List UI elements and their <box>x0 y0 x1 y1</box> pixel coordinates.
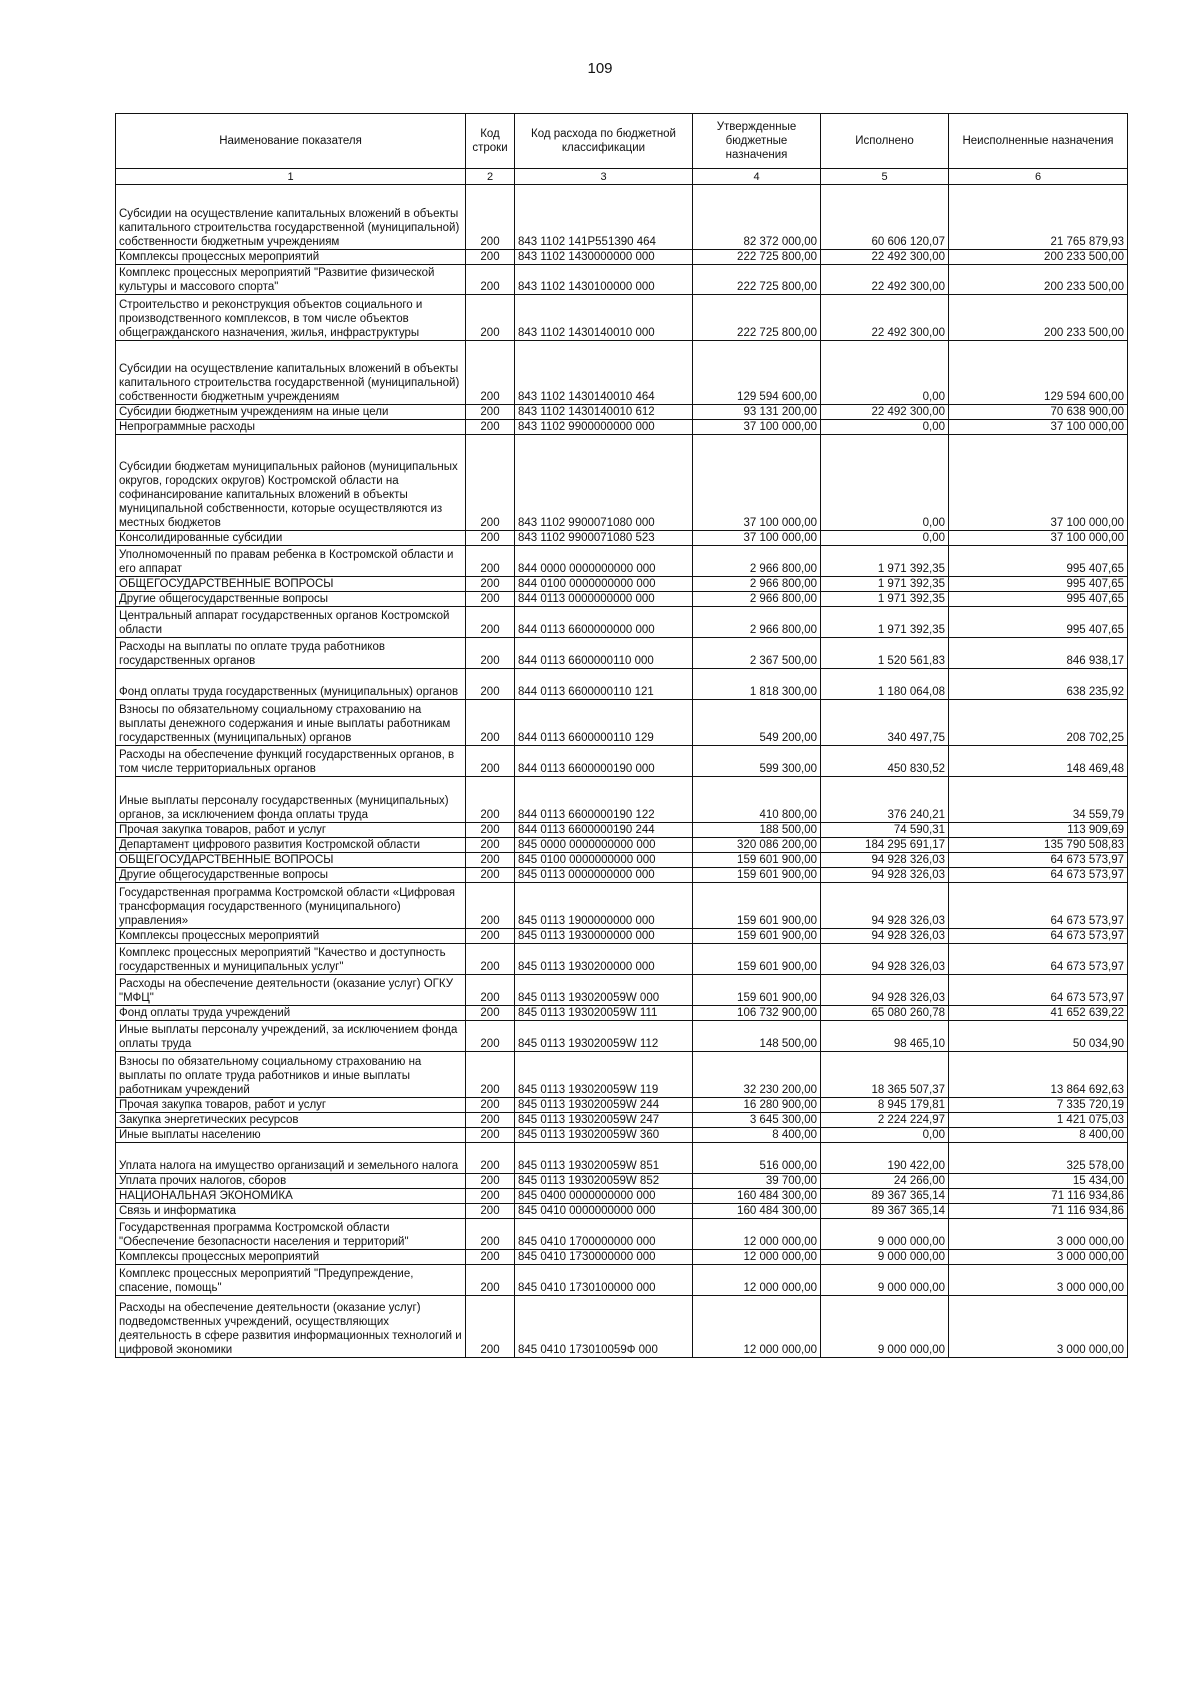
row-executed: 8 945 179,81 <box>821 1098 949 1113</box>
row-name: Субсидии бюджетам муниципальных районов (муниципальных округов, городских округов) Костромской области на софинансирование капитальных вложений в объекты муниципальной собственности, которые осуществляются из местных бюджетов <box>116 435 466 531</box>
table-row <box>116 546 1128 577</box>
row-approved: 12 000 000,00 <box>693 1219 821 1250</box>
row-name: Непрограммные расходы <box>116 420 466 435</box>
row-unexecuted: 1 421 075,03 <box>949 1113 1128 1128</box>
row-executed: 94 928 326,03 <box>821 929 949 944</box>
table-row <box>116 1021 1128 1052</box>
row-approved: 2 966 800,00 <box>693 607 821 638</box>
row-approved: 549 200,00 <box>693 700 821 746</box>
row-unexecuted: 34 559,79 <box>949 777 1128 823</box>
row-name: Консолидированные субсидии <box>116 531 466 546</box>
row-approved: 12 000 000,00 <box>693 1296 821 1358</box>
row-executed: 0,00 <box>821 531 949 546</box>
row-unexecuted: 638 235,92 <box>949 669 1128 700</box>
row-expense-code: 843 1102 9900000000 000 <box>515 420 693 435</box>
row-executed: 22 492 300,00 <box>821 405 949 420</box>
row-line-code: 200 <box>466 669 515 700</box>
row-expense-code: 844 0113 0000000000 000 <box>515 592 693 607</box>
row-unexecuted: 995 407,65 <box>949 592 1128 607</box>
row-expense-code: 845 0100 0000000000 000 <box>515 853 693 868</box>
row-executed: 9 000 000,00 <box>821 1265 949 1296</box>
row-line-code: 200 <box>466 700 515 746</box>
row-unexecuted: 8 400,00 <box>949 1128 1128 1143</box>
row-unexecuted: 7 335 720,19 <box>949 1098 1128 1113</box>
table-row <box>116 1204 1128 1219</box>
row-unexecuted: 37 100 000,00 <box>949 531 1128 546</box>
row-expense-code: 843 1102 1430140010 000 <box>515 295 693 341</box>
row-approved: 37 100 000,00 <box>693 420 821 435</box>
row-name: Комплексы процессных мероприятий <box>116 929 466 944</box>
row-expense-code: 844 0000 0000000000 000 <box>515 546 693 577</box>
row-line-code: 200 <box>466 1265 515 1296</box>
header-expense-code: Код расхода по бюджетной классификации <box>515 114 693 169</box>
row-unexecuted: 41 652 639,22 <box>949 1006 1128 1021</box>
row-approved: 8 400,00 <box>693 1128 821 1143</box>
row-executed: 94 928 326,03 <box>821 883 949 929</box>
header-unexecuted: Неисполненные назначения <box>949 114 1128 169</box>
row-approved: 2 966 800,00 <box>693 592 821 607</box>
table-row <box>116 295 1128 341</box>
table-row <box>116 700 1128 746</box>
row-line-code: 200 <box>466 546 515 577</box>
row-name: Строительство и реконструкция объектов социального и производственного комплексов, в том числе объектов общегражданского назначения, жилья, инфраструктуры <box>116 295 466 341</box>
row-expense-code: 845 0000 0000000000 000 <box>515 838 693 853</box>
table-row <box>116 1219 1128 1250</box>
table-row <box>116 265 1128 295</box>
row-name: Субсидии на осуществление капитальных вложений в объекты капитального строительства государственной (муниципальной) собственности бюджетным учреждениям <box>116 341 466 405</box>
row-unexecuted: 3 000 000,00 <box>949 1250 1128 1265</box>
table-row <box>116 1113 1128 1128</box>
row-expense-code: 844 0100 0000000000 000 <box>515 577 693 592</box>
row-line-code: 200 <box>466 341 515 405</box>
table-row <box>116 577 1128 592</box>
row-approved: 222 725 800,00 <box>693 295 821 341</box>
row-unexecuted: 64 673 573,97 <box>949 975 1128 1006</box>
row-unexecuted: 200 233 500,00 <box>949 295 1128 341</box>
row-line-code: 200 <box>466 1219 515 1250</box>
row-name: Взносы по обязательному социальному страхованию на выплаты по оплате труда работников и иные выплаты работникам учреждений <box>116 1052 466 1098</box>
row-line-code: 200 <box>466 265 515 295</box>
row-executed: 190 422,00 <box>821 1143 949 1174</box>
row-name: Комплекс процессных мероприятий "Предупреждение, спасение, помощь" <box>116 1265 466 1296</box>
row-name: Расходы на выплаты по оплате труда работников государственных органов <box>116 638 466 669</box>
row-unexecuted: 148 469,48 <box>949 746 1128 777</box>
row-unexecuted: 995 407,65 <box>949 607 1128 638</box>
row-executed: 65 080 260,78 <box>821 1006 949 1021</box>
row-executed: 60 606 120,07 <box>821 185 949 250</box>
row-unexecuted: 208 702,25 <box>949 700 1128 746</box>
table-header-row <box>116 114 1128 169</box>
table-row <box>116 531 1128 546</box>
row-name: Прочая закупка товаров, работ и услуг <box>116 1098 466 1113</box>
table-row <box>116 1265 1128 1296</box>
page-number: 109 <box>587 60 613 77</box>
row-approved: 32 230 200,00 <box>693 1052 821 1098</box>
row-executed: 18 365 507,37 <box>821 1052 949 1098</box>
row-name: НАЦИОНАЛЬНАЯ ЭКОНОМИКА <box>116 1189 466 1204</box>
row-name: Другие общегосударственные вопросы <box>116 868 466 883</box>
row-line-code: 200 <box>466 1128 515 1143</box>
row-name: Связь и информатика <box>116 1204 466 1219</box>
row-executed: 0,00 <box>821 420 949 435</box>
row-name: Центральный аппарат государственных органов Костромской области <box>116 607 466 638</box>
column-number: 2 <box>466 169 515 185</box>
table-body <box>116 185 1128 1358</box>
row-unexecuted: 995 407,65 <box>949 546 1128 577</box>
row-approved: 159 601 900,00 <box>693 868 821 883</box>
row-approved: 159 601 900,00 <box>693 853 821 868</box>
row-name: Прочая закупка товаров, работ и услуг <box>116 823 466 838</box>
row-executed: 22 492 300,00 <box>821 295 949 341</box>
row-approved: 37 100 000,00 <box>693 435 821 531</box>
column-number: 1 <box>116 169 466 185</box>
row-expense-code: 845 0410 173010059Ф 000 <box>515 1296 693 1358</box>
row-approved: 82 372 000,00 <box>693 185 821 250</box>
row-unexecuted: 64 673 573,97 <box>949 868 1128 883</box>
row-approved: 222 725 800,00 <box>693 265 821 295</box>
row-approved: 39 700,00 <box>693 1174 821 1189</box>
row-executed: 1 971 392,35 <box>821 607 949 638</box>
row-executed: 376 240,21 <box>821 777 949 823</box>
row-approved: 129 594 600,00 <box>693 341 821 405</box>
row-line-code: 200 <box>466 975 515 1006</box>
row-approved: 37 100 000,00 <box>693 531 821 546</box>
row-name: Субсидии на осуществление капитальных вложений в объекты капитального строительства государственной (муниципальной) собственности бюджетным учреждениям <box>116 185 466 250</box>
column-number: 5 <box>821 169 949 185</box>
row-line-code: 200 <box>466 250 515 265</box>
row-expense-code: 845 0410 1730100000 000 <box>515 1265 693 1296</box>
row-executed: 0,00 <box>821 435 949 531</box>
row-name: Комплексы процессных мероприятий <box>116 1250 466 1265</box>
row-expense-code: 845 0113 193020059W 852 <box>515 1174 693 1189</box>
row-line-code: 200 <box>466 185 515 250</box>
row-expense-code: 845 0113 193020059W 360 <box>515 1128 693 1143</box>
row-approved: 2 367 500,00 <box>693 638 821 669</box>
row-unexecuted: 13 864 692,63 <box>949 1052 1128 1098</box>
row-expense-code: 845 0113 193020059W 851 <box>515 1143 693 1174</box>
table-row <box>116 1296 1128 1358</box>
row-line-code: 200 <box>466 944 515 975</box>
row-name: Закупка энергетических ресурсов <box>116 1113 466 1128</box>
row-expense-code: 845 0113 193020059W 247 <box>515 1113 693 1128</box>
row-line-code: 200 <box>466 1143 515 1174</box>
row-expense-code: 843 1102 9900071080 523 <box>515 531 693 546</box>
row-approved: 159 601 900,00 <box>693 929 821 944</box>
row-name: Департамент цифрового развития Костромской области <box>116 838 466 853</box>
row-line-code: 200 <box>466 638 515 669</box>
row-name: Субсидии бюджетным учреждениям на иные цели <box>116 405 466 420</box>
row-line-code: 200 <box>466 823 515 838</box>
row-approved: 12 000 000,00 <box>693 1265 821 1296</box>
table-row <box>116 975 1128 1006</box>
row-executed: 9 000 000,00 <box>821 1219 949 1250</box>
row-unexecuted: 135 790 508,83 <box>949 838 1128 853</box>
row-line-code: 200 <box>466 1250 515 1265</box>
header-name: Наименование показателя <box>116 114 466 169</box>
row-expense-code: 845 0113 193020059W 119 <box>515 1052 693 1098</box>
row-name: Иные выплаты персоналу государственных (муниципальных) органов, за исключением фонда оплаты труда <box>116 777 466 823</box>
row-unexecuted: 200 233 500,00 <box>949 250 1128 265</box>
table-row <box>116 592 1128 607</box>
table-row <box>116 1174 1128 1189</box>
budget-execution-table <box>115 113 1128 1358</box>
row-executed: 340 497,75 <box>821 700 949 746</box>
table-row <box>116 823 1128 838</box>
table-row <box>116 435 1128 531</box>
row-line-code: 200 <box>466 777 515 823</box>
row-approved: 410 800,00 <box>693 777 821 823</box>
row-expense-code: 844 0113 6600000000 000 <box>515 607 693 638</box>
row-executed: 94 928 326,03 <box>821 868 949 883</box>
row-expense-code: 845 0113 193020059W 111 <box>515 1006 693 1021</box>
table-row <box>116 777 1128 823</box>
row-approved: 16 280 900,00 <box>693 1098 821 1113</box>
row-unexecuted: 50 034,90 <box>949 1021 1128 1052</box>
row-unexecuted: 995 407,65 <box>949 577 1128 592</box>
row-line-code: 200 <box>466 1052 515 1098</box>
row-executed: 94 928 326,03 <box>821 944 949 975</box>
row-unexecuted: 70 638 900,00 <box>949 405 1128 420</box>
row-expense-code: 844 0113 6600000110 121 <box>515 669 693 700</box>
row-approved: 222 725 800,00 <box>693 250 821 265</box>
row-line-code: 200 <box>466 868 515 883</box>
row-executed: 2 224 224,97 <box>821 1113 949 1128</box>
row-executed: 89 367 365,14 <box>821 1204 949 1219</box>
row-line-code: 200 <box>466 531 515 546</box>
row-executed: 94 928 326,03 <box>821 975 949 1006</box>
row-line-code: 200 <box>466 883 515 929</box>
row-line-code: 200 <box>466 295 515 341</box>
row-expense-code: 845 0113 1930000000 000 <box>515 929 693 944</box>
row-name: Государственная программа Костромской области «Цифровая трансформация государственного (муниципального) управления» <box>116 883 466 929</box>
row-approved: 159 601 900,00 <box>693 883 821 929</box>
row-name: Расходы на обеспечение деятельности (оказание услуг) ОГКУ "МФЦ" <box>116 975 466 1006</box>
row-line-code: 200 <box>466 838 515 853</box>
row-expense-code: 845 0113 193020059W 000 <box>515 975 693 1006</box>
row-unexecuted: 15 434,00 <box>949 1174 1128 1189</box>
row-executed: 0,00 <box>821 1128 949 1143</box>
row-expense-code: 843 1102 1430100000 000 <box>515 265 693 295</box>
row-approved: 320 086 200,00 <box>693 838 821 853</box>
row-unexecuted: 3 000 000,00 <box>949 1219 1128 1250</box>
row-expense-code: 845 0400 0000000000 000 <box>515 1189 693 1204</box>
row-executed: 9 000 000,00 <box>821 1296 949 1358</box>
row-unexecuted: 37 100 000,00 <box>949 420 1128 435</box>
row-name: Иные выплаты персоналу учреждений, за исключением фонда оплаты труда <box>116 1021 466 1052</box>
row-expense-code: 843 1102 1430140010 464 <box>515 341 693 405</box>
row-line-code: 200 <box>466 577 515 592</box>
column-number: 4 <box>693 169 821 185</box>
row-name: Государственная программа Костромской области "Обеспечение безопасности населения и территорий" <box>116 1219 466 1250</box>
row-expense-code: 843 1102 9900071080 000 <box>515 435 693 531</box>
table-row <box>116 944 1128 975</box>
row-expense-code: 845 0113 193020059W 112 <box>515 1021 693 1052</box>
row-expense-code: 844 0113 6600000190 244 <box>515 823 693 838</box>
row-approved: 93 131 200,00 <box>693 405 821 420</box>
row-unexecuted: 3 000 000,00 <box>949 1296 1128 1358</box>
table-row <box>116 746 1128 777</box>
row-executed: 9 000 000,00 <box>821 1250 949 1265</box>
row-executed: 1 180 064,08 <box>821 669 949 700</box>
column-number: 6 <box>949 169 1128 185</box>
row-approved: 106 732 900,00 <box>693 1006 821 1021</box>
row-name: ОБЩЕГОСУДАРСТВЕННЫЕ ВОПРОСЫ <box>116 853 466 868</box>
row-expense-code: 845 0113 1930200000 000 <box>515 944 693 975</box>
table-row <box>116 1098 1128 1113</box>
header-executed: Исполнено <box>821 114 949 169</box>
row-executed: 24 266,00 <box>821 1174 949 1189</box>
row-executed: 22 492 300,00 <box>821 265 949 295</box>
table-row <box>116 1189 1128 1204</box>
row-name: Другие общегосударственные вопросы <box>116 592 466 607</box>
row-name: Комплекс процессных мероприятий "Качество и доступность государственных и муниципальных услуг" <box>116 944 466 975</box>
row-approved: 2 966 800,00 <box>693 577 821 592</box>
row-approved: 516 000,00 <box>693 1143 821 1174</box>
row-name: Комплексы процессных мероприятий <box>116 250 466 265</box>
row-name: Уплата прочих налогов, сборов <box>116 1174 466 1189</box>
column-number-row <box>116 169 1128 185</box>
header-approved: Утвержденные бюджетные назначения <box>693 114 821 169</box>
row-executed: 1 971 392,35 <box>821 546 949 577</box>
row-line-code: 200 <box>466 1204 515 1219</box>
row-line-code: 200 <box>466 592 515 607</box>
row-line-code: 200 <box>466 1189 515 1204</box>
row-name: Уполномоченный по правам ребенка в Костромской области и его аппарат <box>116 546 466 577</box>
row-executed: 1 971 392,35 <box>821 577 949 592</box>
row-line-code: 200 <box>466 746 515 777</box>
row-unexecuted: 21 765 879,93 <box>949 185 1128 250</box>
table-row <box>116 838 1128 853</box>
row-unexecuted: 200 233 500,00 <box>949 265 1128 295</box>
row-executed: 94 928 326,03 <box>821 853 949 868</box>
row-name: Фонд оплаты труда учреждений <box>116 1006 466 1021</box>
row-executed: 0,00 <box>821 341 949 405</box>
table-row <box>116 1128 1128 1143</box>
row-expense-code: 845 0113 0000000000 000 <box>515 868 693 883</box>
row-approved: 188 500,00 <box>693 823 821 838</box>
table-row <box>116 1006 1128 1021</box>
row-expense-code: 845 0410 1730000000 000 <box>515 1250 693 1265</box>
table-row <box>116 853 1128 868</box>
row-expense-code: 845 0113 193020059W 244 <box>515 1098 693 1113</box>
table-row <box>116 929 1128 944</box>
row-name: Расходы на обеспечение функций государственных органов, в том числе территориальных органов <box>116 746 466 777</box>
row-unexecuted: 846 938,17 <box>949 638 1128 669</box>
table-row <box>116 1052 1128 1098</box>
row-approved: 12 000 000,00 <box>693 1250 821 1265</box>
row-approved: 160 484 300,00 <box>693 1204 821 1219</box>
row-line-code: 200 <box>466 405 515 420</box>
row-expense-code: 844 0113 6600000190 122 <box>515 777 693 823</box>
row-line-code: 200 <box>466 1006 515 1021</box>
row-expense-code: 844 0113 6600000110 000 <box>515 638 693 669</box>
row-unexecuted: 64 673 573,97 <box>949 853 1128 868</box>
row-line-code: 200 <box>466 1174 515 1189</box>
row-line-code: 200 <box>466 853 515 868</box>
header-line-code: Код строки <box>466 114 515 169</box>
row-approved: 148 500,00 <box>693 1021 821 1052</box>
row-name: Взносы по обязательному социальному страхованию на выплаты денежного содержания и иные выплаты работникам государственных (муниципальных) органов <box>116 700 466 746</box>
row-line-code: 200 <box>466 1021 515 1052</box>
row-expense-code: 844 0113 6600000190 000 <box>515 746 693 777</box>
table-row <box>116 405 1128 420</box>
row-name: Расходы на обеспечение деятельности (оказание услуг) подведомственных учреждений, осуществляющих деятельность в сфере развития информационных технологий и цифровой экономики <box>116 1296 466 1358</box>
row-name: Фонд оплаты труда государственных (муниципальных) органов <box>116 669 466 700</box>
table-row <box>116 185 1128 250</box>
row-approved: 2 966 800,00 <box>693 546 821 577</box>
table-row <box>116 341 1128 405</box>
row-unexecuted: 71 116 934,86 <box>949 1189 1128 1204</box>
row-approved: 160 484 300,00 <box>693 1189 821 1204</box>
row-executed: 98 465,10 <box>821 1021 949 1052</box>
row-expense-code: 845 0410 1700000000 000 <box>515 1219 693 1250</box>
row-unexecuted: 71 116 934,86 <box>949 1204 1128 1219</box>
table-row <box>116 669 1128 700</box>
row-line-code: 200 <box>466 420 515 435</box>
row-name: Комплекс процессных мероприятий "Развитие физической культуры и массового спорта" <box>116 265 466 295</box>
row-unexecuted: 113 909,69 <box>949 823 1128 838</box>
row-executed: 74 590,31 <box>821 823 949 838</box>
row-executed: 184 295 691,17 <box>821 838 949 853</box>
table-row <box>116 1143 1128 1174</box>
row-line-code: 200 <box>466 1113 515 1128</box>
row-unexecuted: 37 100 000,00 <box>949 435 1128 531</box>
table-row <box>116 607 1128 638</box>
row-approved: 159 601 900,00 <box>693 944 821 975</box>
row-unexecuted: 64 673 573,97 <box>949 929 1128 944</box>
row-unexecuted: 3 000 000,00 <box>949 1265 1128 1296</box>
row-name: Уплата налога на имущество организаций и земельного налога <box>116 1143 466 1174</box>
row-executed: 1 971 392,35 <box>821 592 949 607</box>
row-approved: 599 300,00 <box>693 746 821 777</box>
row-unexecuted: 325 578,00 <box>949 1143 1128 1174</box>
row-name: Иные выплаты населению <box>116 1128 466 1143</box>
row-unexecuted: 129 594 600,00 <box>949 341 1128 405</box>
column-number: 3 <box>515 169 693 185</box>
table-row <box>116 250 1128 265</box>
row-unexecuted: 64 673 573,97 <box>949 944 1128 975</box>
row-line-code: 200 <box>466 435 515 531</box>
row-expense-code: 845 0410 0000000000 000 <box>515 1204 693 1219</box>
row-line-code: 200 <box>466 607 515 638</box>
row-executed: 22 492 300,00 <box>821 250 949 265</box>
row-expense-code: 843 1102 141P551390 464 <box>515 185 693 250</box>
row-line-code: 200 <box>466 1098 515 1113</box>
row-approved: 3 645 300,00 <box>693 1113 821 1128</box>
row-unexecuted: 64 673 573,97 <box>949 883 1128 929</box>
row-line-code: 200 <box>466 929 515 944</box>
row-expense-code: 843 1102 1430140010 612 <box>515 405 693 420</box>
table-row <box>116 868 1128 883</box>
row-name: ОБЩЕГОСУДАРСТВЕННЫЕ ВОПРОСЫ <box>116 577 466 592</box>
row-executed: 450 830,52 <box>821 746 949 777</box>
table-row <box>116 883 1128 929</box>
table-row <box>116 420 1128 435</box>
table-row <box>116 1250 1128 1265</box>
row-executed: 89 367 365,14 <box>821 1189 949 1204</box>
row-executed: 1 520 561,83 <box>821 638 949 669</box>
row-expense-code: 843 1102 1430000000 000 <box>515 250 693 265</box>
row-approved: 1 818 300,00 <box>693 669 821 700</box>
row-approved: 159 601 900,00 <box>693 975 821 1006</box>
row-expense-code: 845 0113 1900000000 000 <box>515 883 693 929</box>
row-expense-code: 844 0113 6600000110 129 <box>515 700 693 746</box>
row-line-code: 200 <box>466 1296 515 1358</box>
table-row <box>116 638 1128 669</box>
